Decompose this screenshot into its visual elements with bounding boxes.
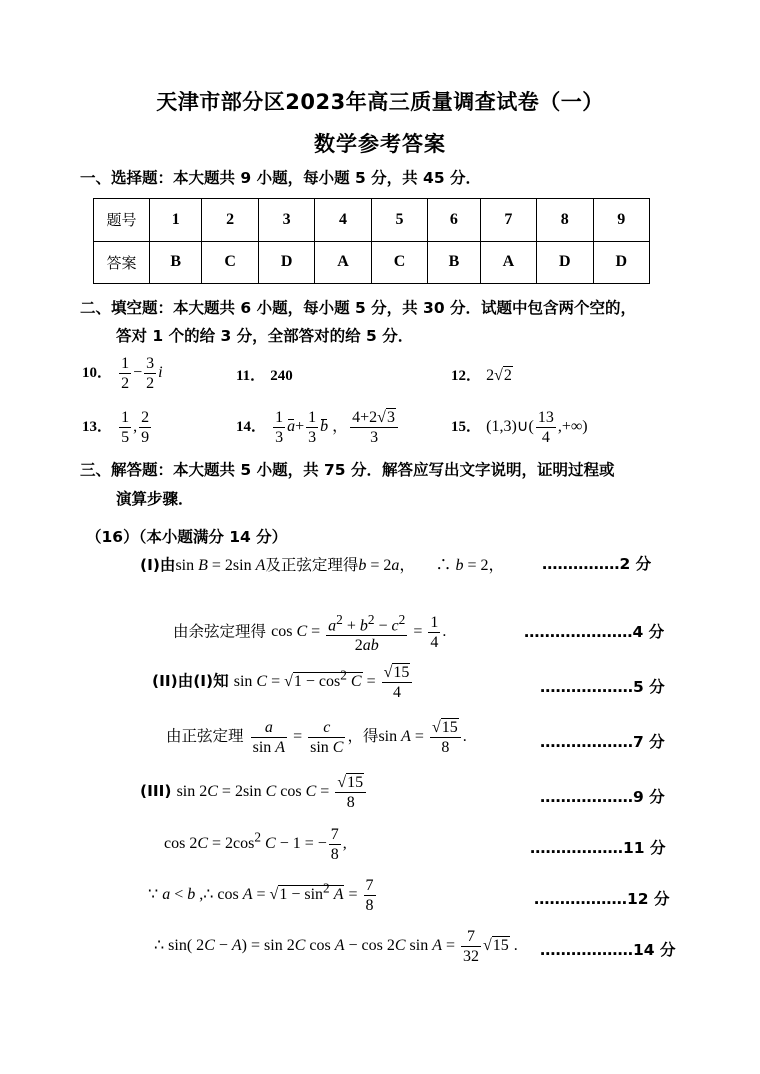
page-title: 天津市部分区2023年高三质量调查试卷（一） [156, 90, 604, 114]
score-14: ………………14 分 [540, 941, 676, 959]
table-cell: D [537, 241, 593, 284]
section1-heading: 一、选择题：本大题共 9 小题，每小题 5 分，共 45 分． [80, 169, 482, 187]
table-cell: D [258, 241, 314, 284]
step-part3 [140, 773, 368, 812]
table-cell: C [202, 241, 258, 284]
score-11: ………………11 分 [530, 839, 666, 857]
cosa-math: ∵ a < b ,∴ $\cos A = √1 - \sin^2 A$ = $\frac{7}{8}$ [148, 877, 374, 914]
q15-answer [451, 408, 588, 447]
row-label-question: 题号 [94, 199, 150, 242]
sine-rule-label: 由正弦定理 [166, 727, 244, 746]
sine-rule-math: $\frac{a}{\text{sin A}}$ = $\frac{c}{\text{sin C}}$ [252, 719, 344, 756]
table-cell: 1 [150, 199, 202, 242]
table-cell: A [315, 241, 371, 284]
row-label-answer: 答案 [94, 241, 150, 284]
q12-label: 12． [451, 368, 482, 384]
q12-math: 2√2 [486, 367, 512, 384]
q11-value: 240 [270, 368, 293, 384]
part2-label: (II)由(I)知 [152, 672, 229, 691]
table-cell: 9 [593, 199, 650, 242]
answer-table [93, 198, 650, 284]
table-cell: 6 [428, 199, 480, 242]
table-cell: B [428, 241, 480, 284]
q15-label: 15． [451, 419, 482, 436]
table-cell: B [150, 241, 202, 284]
q11-label: 11． [236, 368, 266, 384]
final-math: ∴ sin( 2C − A) = sin 2C cos A − cos 2C sin A = $\frac{7}{32}$ √15 . [154, 928, 518, 965]
table-cell: D [593, 241, 650, 284]
score-4: …………………4 分 [524, 623, 665, 641]
table-cell: 3 [258, 199, 314, 242]
q11-answer [236, 364, 293, 385]
q13-math: $\frac{1}{5}$ , $\frac{2}{9}$ [121, 409, 150, 446]
table-row-numbers [94, 199, 650, 242]
q13-answer [82, 408, 153, 447]
step-final [154, 927, 518, 966]
table-cell: 4 [315, 199, 371, 242]
part2-math: $\sin C = √1 - \cos^2 C$ = $\frac{√15}{4}$ [234, 673, 415, 690]
step-cos2c [164, 825, 347, 864]
table-cell: 8 [537, 199, 593, 242]
step-part1 [140, 552, 504, 575]
q14-answer [236, 408, 400, 447]
part3-math: sin 2C = 2sin C cos C = $\frac{√15}{8}$ [177, 783, 369, 800]
score-12: ………………12 分 [534, 890, 670, 908]
part1-label: (I)由 [140, 556, 176, 574]
table-cell: 5 [371, 199, 427, 242]
score-9: ………………9 分 [540, 788, 665, 806]
part3-label: (III) [140, 782, 172, 801]
step-sine-rule [166, 718, 467, 757]
q10-label: 10． [82, 365, 113, 382]
part1-eq1: sin B = 2sin A [175, 557, 266, 574]
section3-heading-line2: 演算步骤． [116, 490, 194, 508]
table-cell: 2 [202, 199, 258, 242]
cos-rule-label: 由余弦定理得 [173, 622, 267, 641]
cos2c-math: $\cos 2C = 2\cos^2$ C − 1 = − $\frac{7}{8}$ , [164, 826, 347, 863]
q10-answer [82, 354, 163, 393]
sine-rule-get: ，得 [347, 727, 379, 746]
step-cosa [148, 876, 378, 915]
score-7: ………………7 分 [540, 733, 665, 751]
page-subtitle: 数学参考答案 [314, 132, 446, 156]
step-cos-rule [173, 610, 446, 655]
q16-header: （16）（本小题满分 14 分） [86, 528, 288, 546]
table-cell: C [371, 241, 427, 284]
table-cell: 7 [480, 199, 536, 242]
table-row-answers [94, 241, 650, 284]
section2-heading-line2: 答对 1 个的给 3 分，全部答对的给 5 分． [116, 327, 414, 345]
step-part2 [152, 663, 414, 702]
score-5: ………………5 分 [540, 678, 665, 696]
q13-label: 13． [82, 419, 113, 436]
part1-eq2: b = 2a， ∴ b = 2， [358, 557, 505, 574]
sine-rule-result: sin A = $\frac{√15}{8}$ . [378, 719, 467, 756]
section3-heading-line1: 三、解答题：本大题共 5 小题，共 75 分．解答应写出文字说明，证明过程或 [80, 461, 615, 479]
part1-mid: 及正弦定理得 [265, 556, 359, 574]
score-2: ……………2 分 [542, 555, 652, 573]
q14-label: 14． [236, 419, 267, 436]
q15-math: (1,3)∪( $\frac{13}{4}$ ,+∞) [486, 409, 588, 446]
q10-math: $\frac{1}{2}$ − $\frac{3}{2}$ i [121, 355, 163, 392]
q14-math: $\frac{1}{3}$ a+ $\frac{1}{3}$ b ， $\frac{4+2√3}{3}$ [271, 418, 400, 435]
table-cell: A [480, 241, 536, 284]
section2-heading-line1: 二、填空题：本大题共 6 小题，每小题 5 分，共 30 分．试题中包含两个空的， [80, 299, 637, 317]
cos-rule-math: cos C = $\frac{a^2 + b^2 - c^2}{2ab}$ = $\frac{1}{4}$ . [271, 612, 447, 655]
q12-answer [451, 364, 513, 385]
